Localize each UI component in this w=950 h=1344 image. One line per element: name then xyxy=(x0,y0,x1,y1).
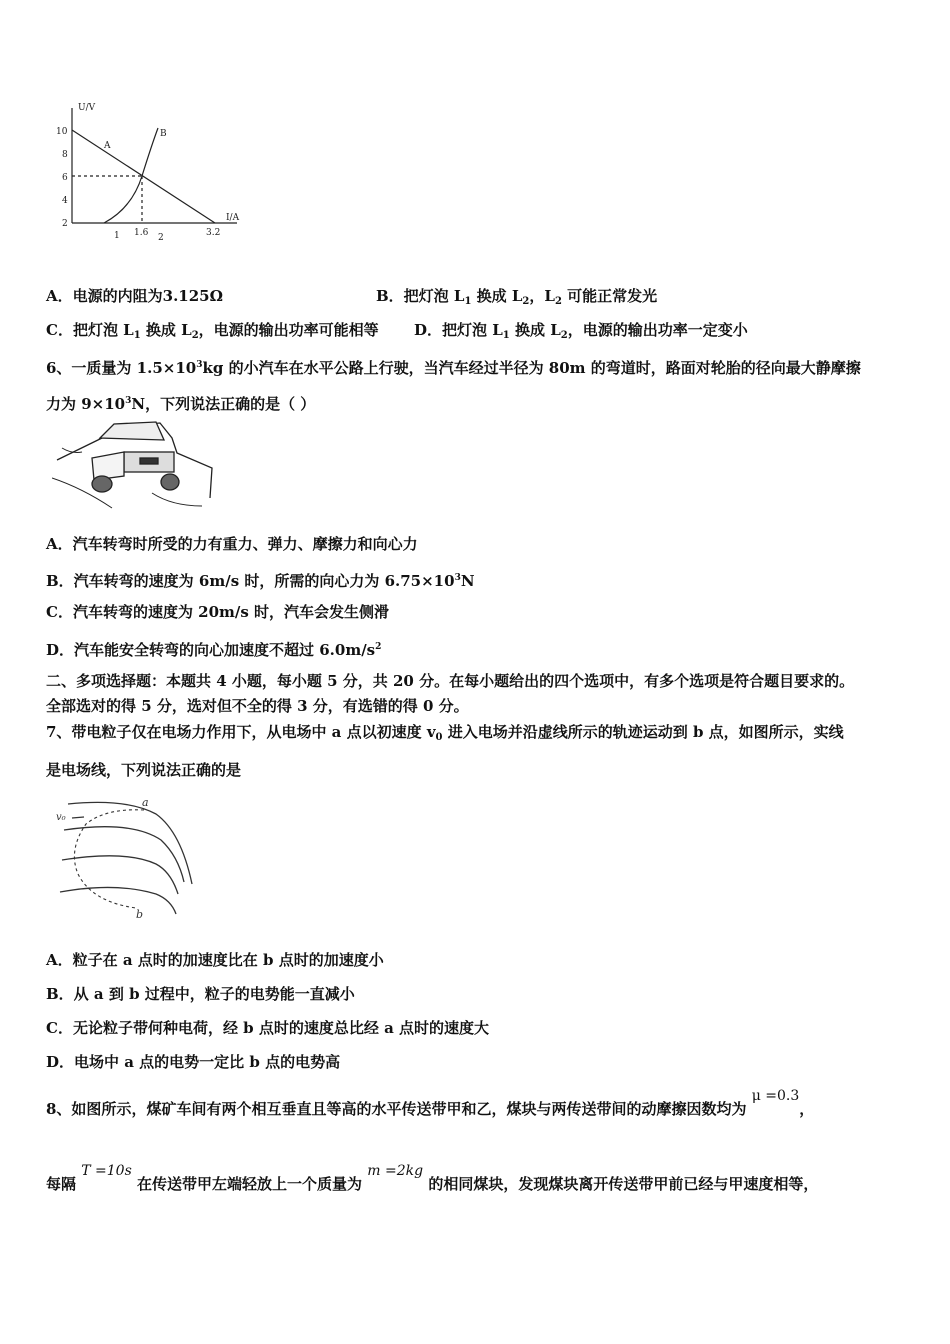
section2-heading-line1: 二、多项选择题：本题共 4 小题，每小题 5 分，共 20 分。在每小题给出的四个选项中，有多个选项是符合题目要求的。 xyxy=(46,672,855,690)
x-tick: 1.6 xyxy=(134,228,149,238)
u-i-graph xyxy=(52,98,252,248)
q5-option-a: A．电源的内阻为3.125Ω xyxy=(46,287,223,305)
x-tick: 2 xyxy=(158,233,164,243)
q7-option-a: A．粒子在 a 点时的加速度比在 b 点时的加速度小 xyxy=(46,951,384,969)
y-tick: 2 xyxy=(62,219,68,229)
y-tick: 10 xyxy=(56,127,68,137)
q8-stem-line2: 每隔 T =10s 在传送带甲左端轻放上一个质量为 m =2kg 的相同煤块，发现煤块离开传送带甲前已经与甲速度相等， xyxy=(46,1163,819,1193)
q5-option-c: C．把灯泡 $L_1$ 换成 $L_2$，电源的输出功率可能相等 xyxy=(46,321,379,341)
x-tick: 3.2 xyxy=(206,228,221,238)
q6-stem-line1: 6、一质量为 $1.5\times 10^3kg$ 的小汽车在水平公路上行驶，当汽车经过半径为 80m 的弯道时，路面对轮胎的径向最大静摩擦 xyxy=(46,359,861,377)
q8-stem-line1: 8、如图所示，煤矿车间有两个相互垂直且等高的水平传送带甲和乙，煤块与两传送带间的动摩擦因数均为 μ =0.3， xyxy=(46,1088,815,1118)
t-formula: T =10s xyxy=(81,1163,132,1179)
electric-field-figure xyxy=(56,794,201,920)
q7-option-d: D．电场中 a 点的电势一定比 b 点的电势高 xyxy=(46,1053,341,1071)
mu-formula: μ =0.3 xyxy=(751,1088,800,1104)
y-tick: 6 xyxy=(62,173,68,183)
curve-b xyxy=(104,128,158,223)
q7-stem-line2: 是电场线，下列说法正确的是 xyxy=(46,761,242,779)
q5-option-d: D．把灯泡 $L_1$ 换成 $L_2$，电源的输出功率一定变小 xyxy=(414,321,748,341)
q6-option-a: A．汽车转弯时所受的力有重力、弹力、摩擦力和向心力 xyxy=(46,535,418,553)
v0-label: v₀ xyxy=(56,812,66,823)
y-axis-label: U/V xyxy=(78,103,96,113)
point-b-label: b xyxy=(136,908,144,920)
line-a xyxy=(72,130,215,223)
field-line xyxy=(64,827,184,882)
m-formula: m =2kg xyxy=(367,1163,424,1179)
q6-stem-line2: 力为 $9\times 10^3N$，下列说法正确的是（ ） xyxy=(46,395,316,413)
point-a-label: a xyxy=(142,796,149,809)
q7-option-c: C．无论粒子带何种电荷，经 b 点时的速度总比经 a 点时的速度大 xyxy=(46,1019,490,1037)
field-line xyxy=(68,802,192,884)
curve-b-label: B xyxy=(160,129,167,139)
y-tick: 4 xyxy=(62,196,68,206)
curve-a-label: A xyxy=(104,141,111,151)
q7-option-b: B．从 a 到 b 过程中，粒子的电势能一直减小 xyxy=(46,985,355,1003)
q6-option-d: D．汽车能安全转弯的向心加速度不超过 $6.0m/s^2$ xyxy=(46,641,382,659)
trajectory xyxy=(74,810,144,908)
section2-heading-line2: 全部选对的得 5 分，选对但不全的得 3 分，有选错的得 0 分。 xyxy=(46,697,469,715)
q6-option-b: B．汽车转弯的速度为 6m/s 时，所需的向心力为 $6.75\times 10^3N$ xyxy=(46,572,475,590)
q5-option-b: B．把灯泡 $L_1$ 换成 $L_2$，$L_2$ 可能正常发光 xyxy=(376,287,658,307)
q6-option-c: C．汽车转弯的速度为 20m/s 时，汽车会发生侧滑 xyxy=(46,603,390,621)
field-line xyxy=(60,887,176,914)
x-tick: 1 xyxy=(114,231,120,241)
car-turning-image xyxy=(52,418,214,510)
x-axis-label: I/A xyxy=(226,213,240,223)
y-tick: 8 xyxy=(62,150,68,160)
q7-stem-line1: 7、带电粒子仅在电场力作用下，从电场中 a 点以初速度 $v_0$ 进入电场并沿虚线所示的轨迹运动到 b 点，如图所示，实线 xyxy=(46,723,844,743)
